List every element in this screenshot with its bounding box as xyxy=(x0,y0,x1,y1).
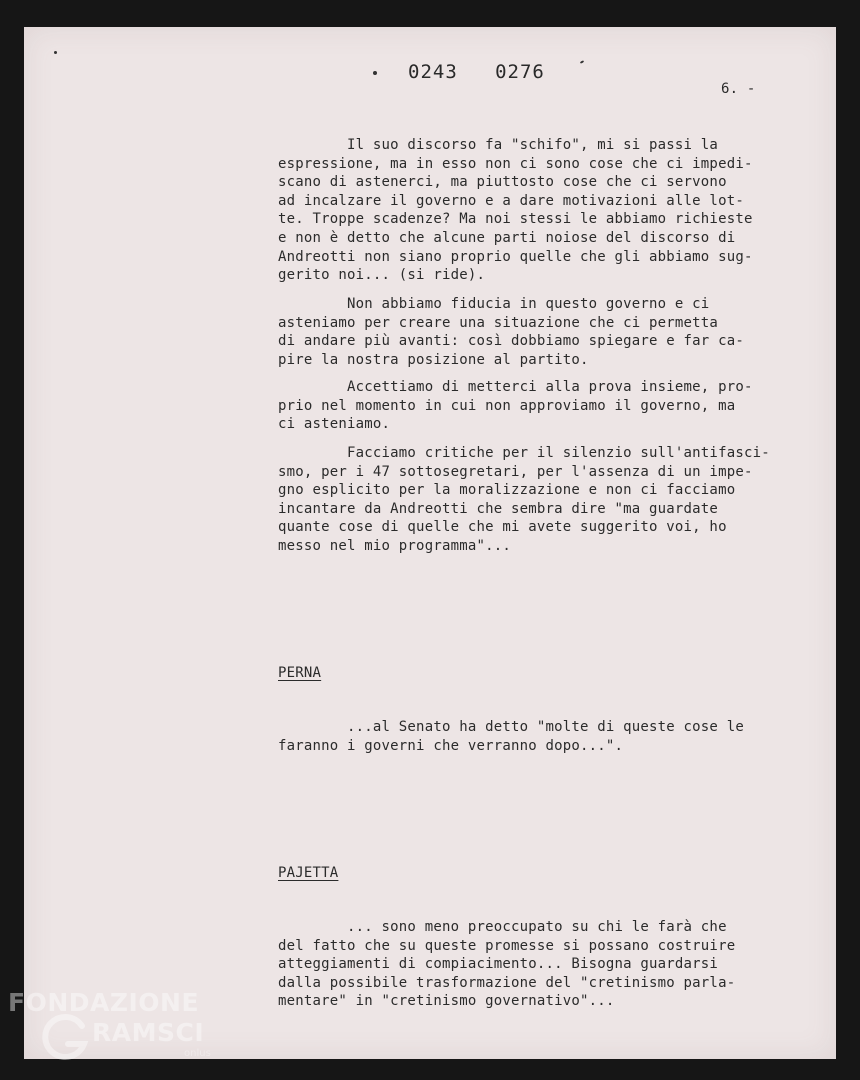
paragraph-3: Accettiamo di metterci alla prova insieme, pro- prio nel momento in cui non approviamo il governo, ma ci asteniamo. xyxy=(278,379,753,433)
paragraph-2: Non abbiamo fiducia in questo governo e ci asteniamo per creare una situazione che ci permetta di andare più avanti: così dobbiamo spiegare e far ca- pire la nostra posizione al partito. xyxy=(278,296,744,368)
paragraph-1: Il suo discorso fa "schifo", mi si passi la espressione, ma in esso non ci sono cose che ci impedi- scano di astenerci, ma piuttosto cose che ci servono ad incalzare il governo e a dare motivazioni alle lot- te. Troppe scadenze? Ma noi stessi le abbiamo richieste e non è detto che alcune parti noiose del discorso di Andreotti non siano proprio quelle che gli abbiamo sug- gerito noi... (si ride). xyxy=(278,137,753,284)
paper-speck xyxy=(373,71,377,75)
watermark-line-2: RAMSCI xyxy=(92,1018,205,1047)
paragraph-4: Facciamo critiche per il silenzio sull'antifasci- smo, per i 47 sottosegretari, per l'assenza di un impe- gno esplicito per la moralizzazione e non ci facciamo incantare da Andreotti che sembra dire "ma guardate quante cose di quelle che mi avete suggerito voi, ho messo nel mio programma"... xyxy=(278,445,770,554)
document-code: 0243 0276 xyxy=(408,61,545,83)
gramsci-g-logo-icon xyxy=(40,1012,92,1064)
watermark-subtitle: onlus xyxy=(184,1048,211,1059)
speaker-perna-text: ...al Senato ha detto "molte di queste cose le faranno i governi che verranno dopo...". xyxy=(278,719,744,754)
speaker-name-perna: PERNA xyxy=(278,665,322,681)
fondazione-gramsci-watermark xyxy=(8,988,218,1068)
watermark-line-1: FONDAZIONE xyxy=(8,988,200,1017)
paper-speck xyxy=(54,51,57,54)
speaker-pajetta-text: ... sono meno preoccupato su chi le farà che del fatto che su queste promesse si possano costruire atteggiamenti di compiacimento... Bisogna guardarsi dalla possibile trasformazione del "cretinismo parla- mentare" in "cretinismo governativo"... xyxy=(278,919,736,1010)
speaker-name-pajetta: PAJETTA xyxy=(278,865,339,881)
page-number: 6. - xyxy=(721,81,756,97)
paper-speck xyxy=(580,60,584,64)
